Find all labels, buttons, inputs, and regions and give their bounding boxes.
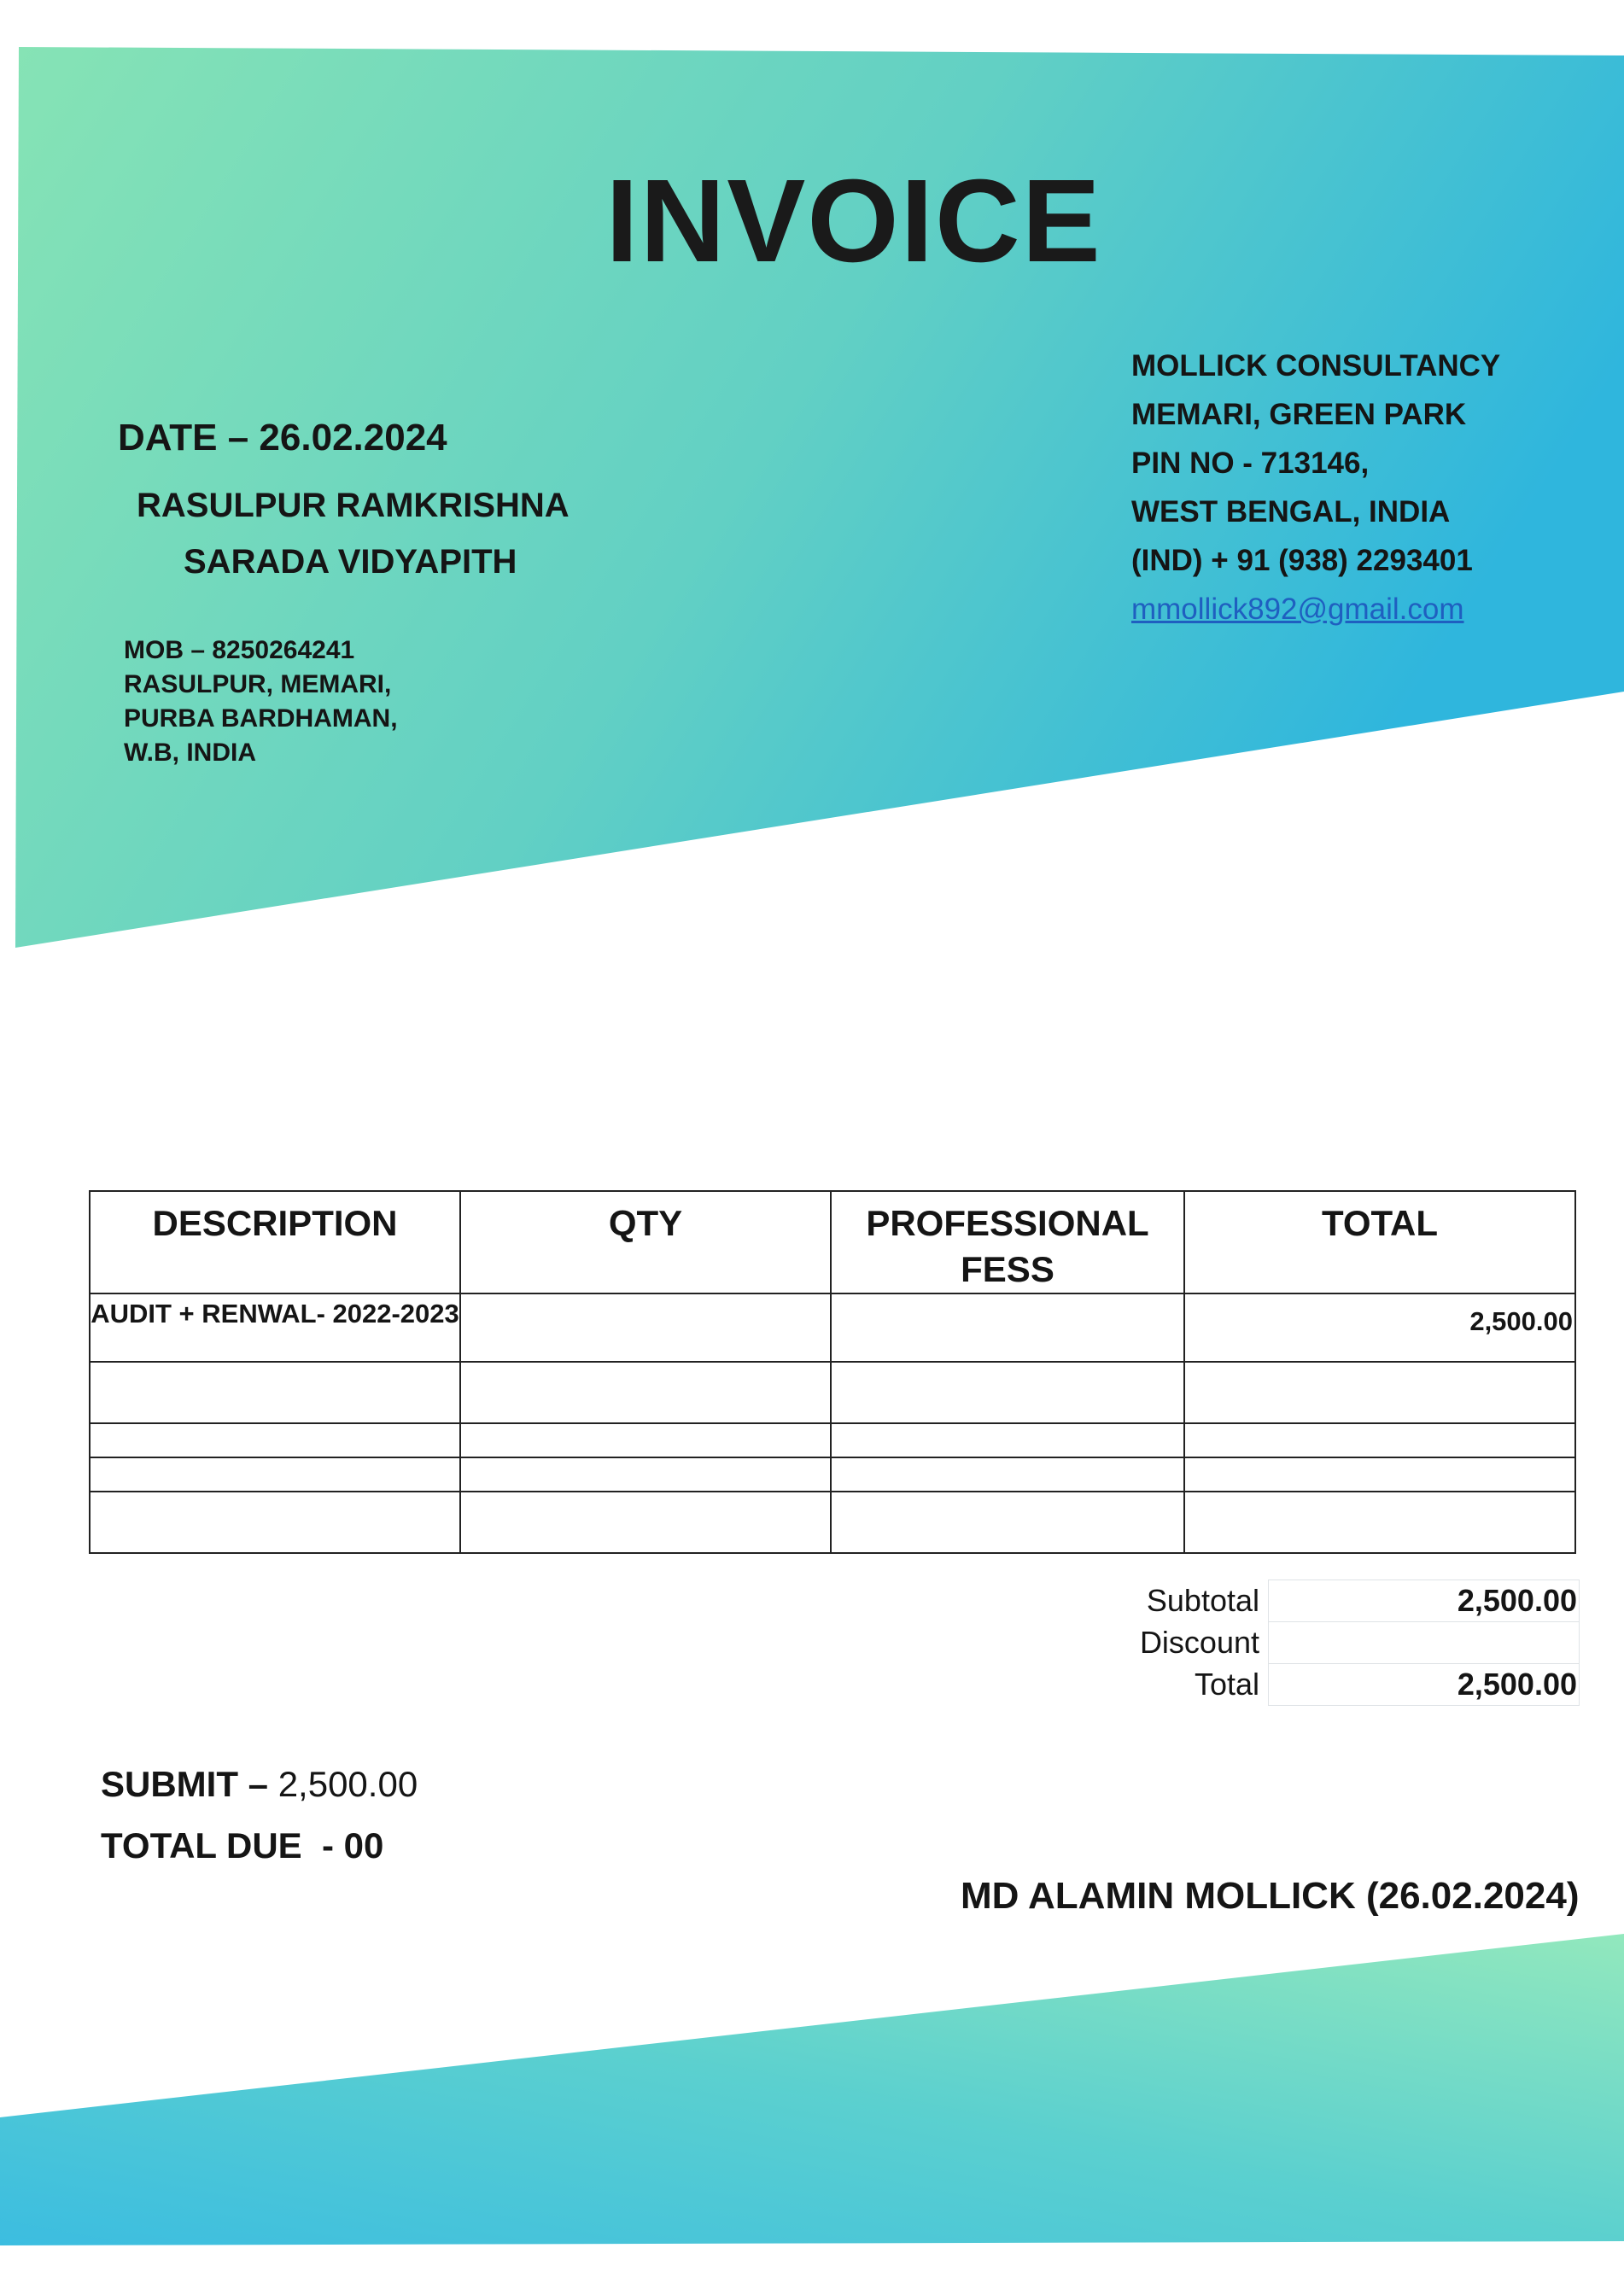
- table-row: [90, 1457, 1575, 1492]
- totals-table: [1110, 1580, 1580, 1706]
- header-total: TOTAL: [1184, 1191, 1575, 1293]
- subtotal-value: 2,500.00: [1269, 1580, 1580, 1622]
- row-description: [90, 1423, 460, 1457]
- row-description: [90, 1492, 460, 1553]
- row-fees: [831, 1293, 1184, 1362]
- header-description: DESCRIPTION: [90, 1191, 460, 1293]
- table-row: [90, 1293, 1575, 1362]
- total-value: 2,500.00: [1269, 1664, 1580, 1706]
- row-qty: [460, 1492, 831, 1553]
- items-table-header: [90, 1191, 1575, 1293]
- submit-value: 2,500.00: [277, 1764, 418, 1804]
- company-block: [1131, 342, 1500, 634]
- client-name-line1: RASULPUR RAMKRISHNA: [137, 487, 570, 524]
- row-fees: [831, 1362, 1184, 1423]
- header-qty: QTY: [460, 1191, 831, 1293]
- invoice-title: INVOICE: [605, 155, 1102, 287]
- row-description: [90, 1457, 460, 1492]
- company-address-line2: WEST BENGAL, INDIA: [1131, 495, 1451, 528]
- items-table: [89, 1190, 1576, 1554]
- row-qty: [460, 1423, 831, 1457]
- client-mobile: MOB – 8250264241: [124, 636, 355, 664]
- row-qty: [460, 1362, 831, 1423]
- total-row: [1110, 1664, 1580, 1706]
- company-email-link[interactable]: mmollick892@gmail.com: [1131, 593, 1464, 626]
- table-row: [90, 1492, 1575, 1553]
- total-due-label: TOTAL DUE: [101, 1825, 302, 1866]
- bottom-gradient-band: [0, 1934, 1624, 2245]
- client-address-block: [124, 634, 398, 770]
- row-description: [90, 1362, 460, 1423]
- discount-row: [1110, 1622, 1580, 1664]
- row-fees: [831, 1457, 1184, 1492]
- client-address-line3: W.B, INDIA: [124, 739, 256, 767]
- row-qty: [460, 1457, 831, 1492]
- total-label: Total: [1194, 1667, 1259, 1702]
- invoice-date: DATE – 26.02.2024: [118, 417, 447, 458]
- company-address-line1: MEMARI, GREEN PARK: [1131, 398, 1467, 431]
- table-row: [90, 1423, 1575, 1457]
- client-address-line1: RASULPUR, MEMARI,: [124, 670, 392, 698]
- signature: MD ALAMIN MOLLICK (26.02.2024): [961, 1875, 1580, 1917]
- row-fees: [831, 1423, 1184, 1457]
- company-name: MOLLICK CONSULTANCY: [1131, 349, 1501, 382]
- total-due-line: [101, 1825, 383, 1866]
- company-phone: (IND) + 91 (938) 2293401: [1131, 544, 1473, 577]
- total-due-value: - 00: [322, 1825, 384, 1866]
- header-professional-fees: PROFESSIONAL FESS: [831, 1191, 1184, 1293]
- client-name-line2: SARADA VIDYAPITH: [184, 543, 517, 581]
- row-total: [1184, 1423, 1575, 1457]
- company-pin: PIN NO - 713146,: [1131, 447, 1370, 480]
- row-total: [1184, 1492, 1575, 1553]
- row-fees: [831, 1492, 1184, 1553]
- subtotal-row: [1110, 1580, 1580, 1622]
- table-row: [90, 1362, 1575, 1423]
- row-total: [1184, 1457, 1575, 1492]
- row-total: [1184, 1362, 1575, 1423]
- submit-line: [101, 1764, 418, 1805]
- discount-value: [1269, 1622, 1580, 1664]
- submit-label: SUBMIT –: [101, 1764, 269, 1804]
- client-address-line2: PURBA BARDHAMAN,: [124, 704, 398, 733]
- row-qty: [460, 1293, 831, 1362]
- subtotal-label: Subtotal: [1146, 1583, 1259, 1618]
- row-description: AUDIT + RENWAL- 2022-2023: [90, 1293, 460, 1362]
- row-total: 2,500.00: [1184, 1293, 1575, 1362]
- discount-label: Discount: [1139, 1625, 1259, 1660]
